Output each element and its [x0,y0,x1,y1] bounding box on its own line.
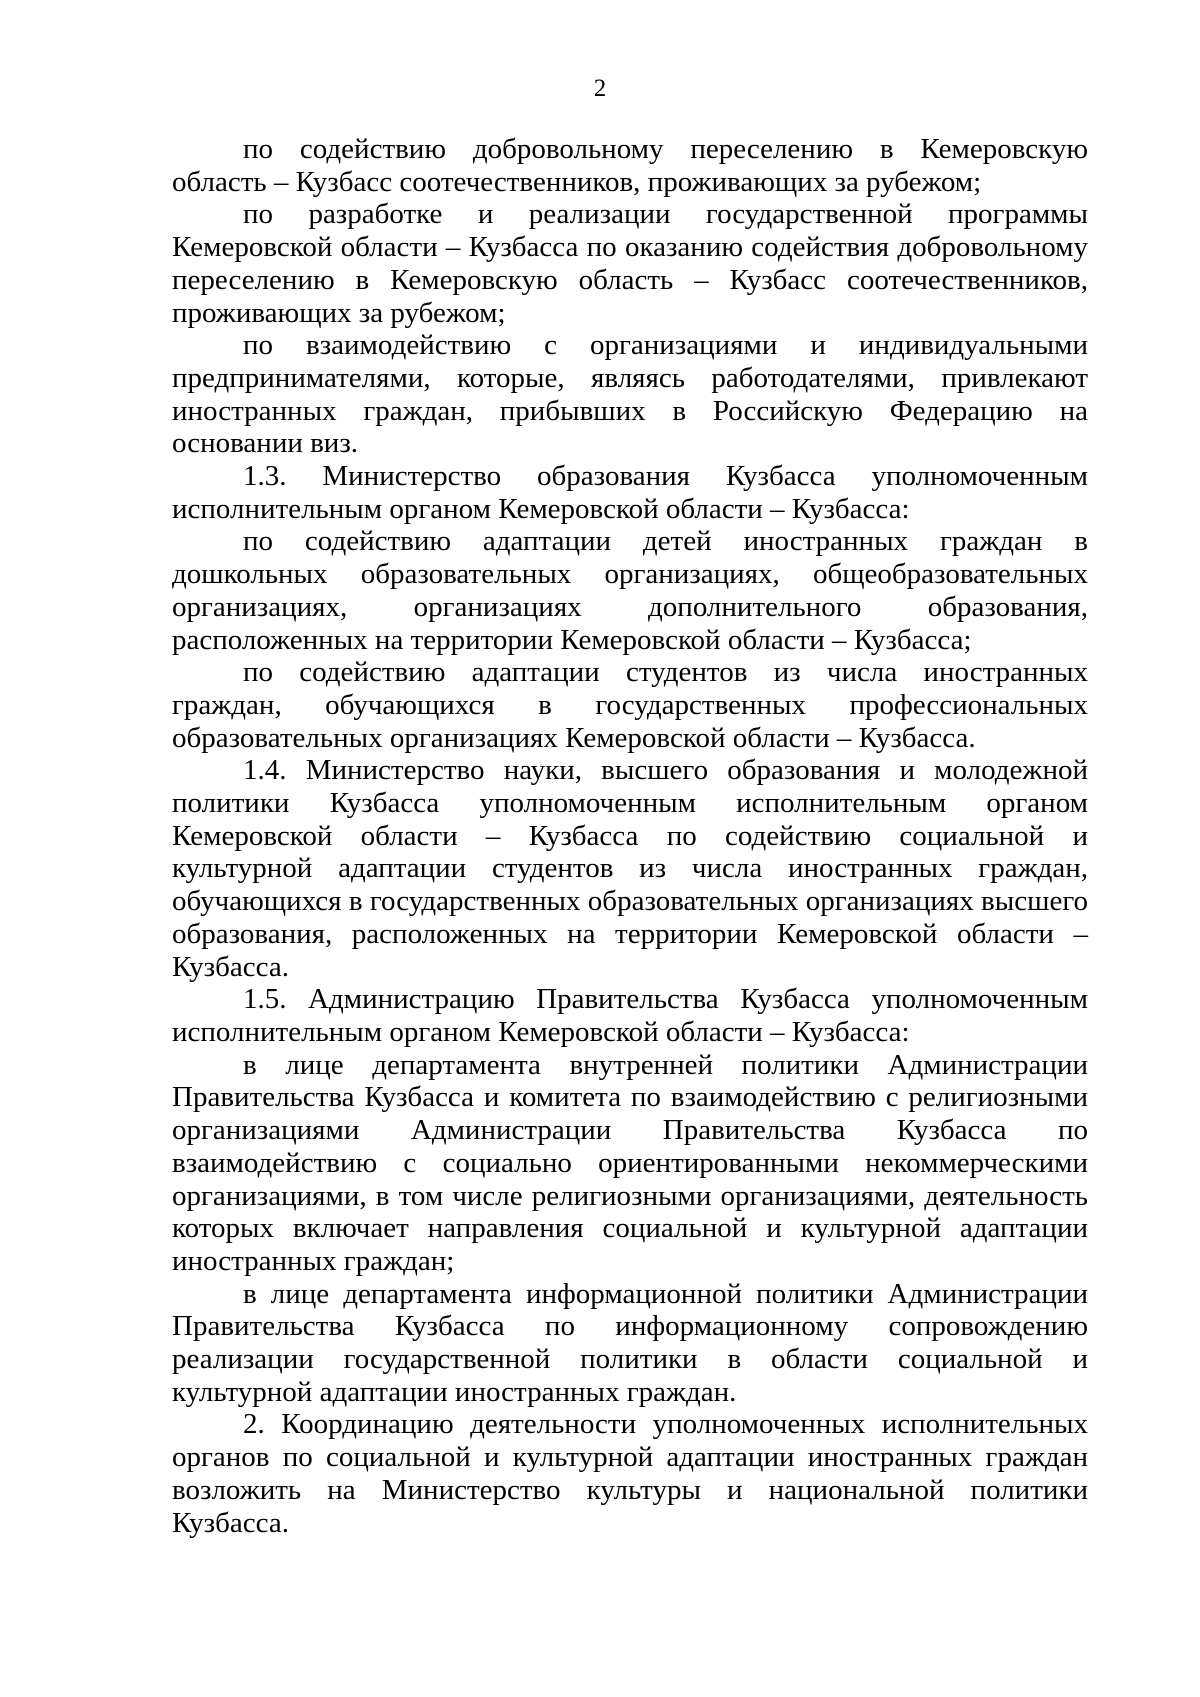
paragraph-employers-interaction: по взаимодействию с организациями и индивидуальными предпринимателями, которые, являясь работодателями, привлекают иностранных граждан, прибывших в Российскую Федерацию на основании виз. [172,329,1088,460]
paragraph-1-5-administration: 1.5. Администрацию Правительства Кузбасса уполномоченным исполнительным органом Кемеровской области – Кузбасса: [172,983,1088,1048]
paragraph-information-policy-department: в лице департамента информационной политики Администрации Правительства Кузбасса по информационному сопровождению реализации государственной политики в области социальной и культурной адаптации иностранных граждан. [172,1277,1088,1408]
paragraph-resettlement-assistance: по содействию добровольному переселению в Кемеровскую область – Кузбасс соотечественников, проживающих за рубежом; [172,133,1088,198]
paragraph-students-adaptation: по содействию адаптации студентов из числа иностранных граждан, обучающихся в государственных профессиональных образовательных организациях Кемеровской области – Кузбасса. [172,656,1088,754]
paragraph-2-coordination: 2. Координацию деятельности уполномоченных исполнительных органов по социальной и культурной адаптации иностранных граждан возложить на Министерство культуры и национальной политики Кузбасса. [172,1408,1088,1539]
paragraph-1-4-ministry-science: 1.4. Министерство науки, высшего образования и молодежной политики Кузбасса уполномоченным исполнительным органом Кемеровской области – Кузбасса по содействию социальной и культурной адаптации студентов из числа иностранных граждан, обучающихся в государственных образовательных организациях высшего образования, расположенных на территории Кемеровской области – Кузбасса. [172,754,1088,983]
paragraph-children-adaptation: по содействию адаптации детей иностранных граждан в дошкольных образовательных организациях, общеобразовательных организациях, организациях дополнительного образования, расположенных на территории Кемеровской области – Кузбасса; [172,525,1088,656]
paragraph-state-program: по разработке и реализации государственной программы Кемеровской области – Кузбасса по оказанию содействия добровольному переселению в Кемеровскую область – Кузбасс соотечественников, проживающих за рубежом; [172,198,1088,329]
document-body [172,133,1088,1539]
paragraph-internal-policy-department: в лице департамента внутренней политики Администрации Правительства Кузбасса и комитета по взаимодействию с религиозными организациями Администрации Правительства Кузбасса по взаимодействию с социально ориентированными некоммерческими организациями, в том числе религиозными организациями, деятельность которых включает направления социальной и культурной адаптации иностранных граждан; [172,1048,1088,1277]
page-number: 2 [593,75,607,102]
paragraph-1-3-ministry-education: 1.3. Министерство образования Кузбасса уполномоченным исполнительным органом Кемеровской области – Кузбасса: [172,460,1088,525]
